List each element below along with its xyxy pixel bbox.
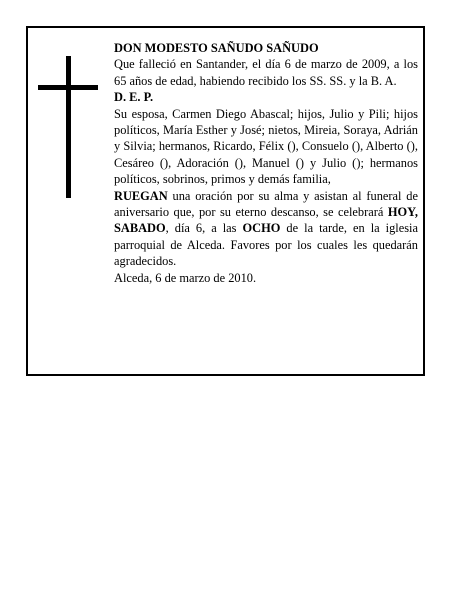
notice-text (114, 40, 418, 286)
deceased-name: DON MODESTO SAÑUDO SAÑUDO (114, 41, 319, 55)
ruegan-word: RUEGAN (114, 188, 168, 203)
hoy-sabado: HOY, SABADO (114, 205, 418, 236)
obituary-notice (26, 26, 425, 376)
dep-line: D. E. P. (114, 90, 154, 105)
death-info: Que falleció en Santander, el día 6 de marzo de 2009, a los 65 años de edad, habiendo recibido los SS. SS. y la B. A. (114, 57, 418, 88)
cross-horizontal-bar (38, 85, 98, 90)
request-text-1: una oración por su alma y asistan al funeral de aniversario que, por su eterno descanso, se celebrará (114, 188, 418, 220)
ocho-word: OCHO (242, 221, 281, 236)
request-text-2: , día 6, a las (165, 221, 243, 236)
cross-icon (38, 56, 98, 198)
request-text-3: de la tarde, en la iglesia parroquial de Alceda. Favores por los cuales les quedarán agradecidos. (114, 221, 418, 269)
place-date: Alceda, 6 de marzo de 2010. (114, 270, 257, 285)
cross-vertical-bar (66, 56, 71, 198)
request-paragraph (114, 188, 418, 270)
family-list: Su esposa, Carmen Diego Abascal; hijos, Julio y Pili; hijos políticos, María Esther y José; nietos, Mireia, Soraya, Adrián y Silvia; hermanos, Ricardo, Félix (), Consuelo (), Alberto (), Cesáreo (), Adoración (), Manuel () y Julio (); hermanos políticos, sobrinos, primos y demás familia, (114, 106, 418, 187)
